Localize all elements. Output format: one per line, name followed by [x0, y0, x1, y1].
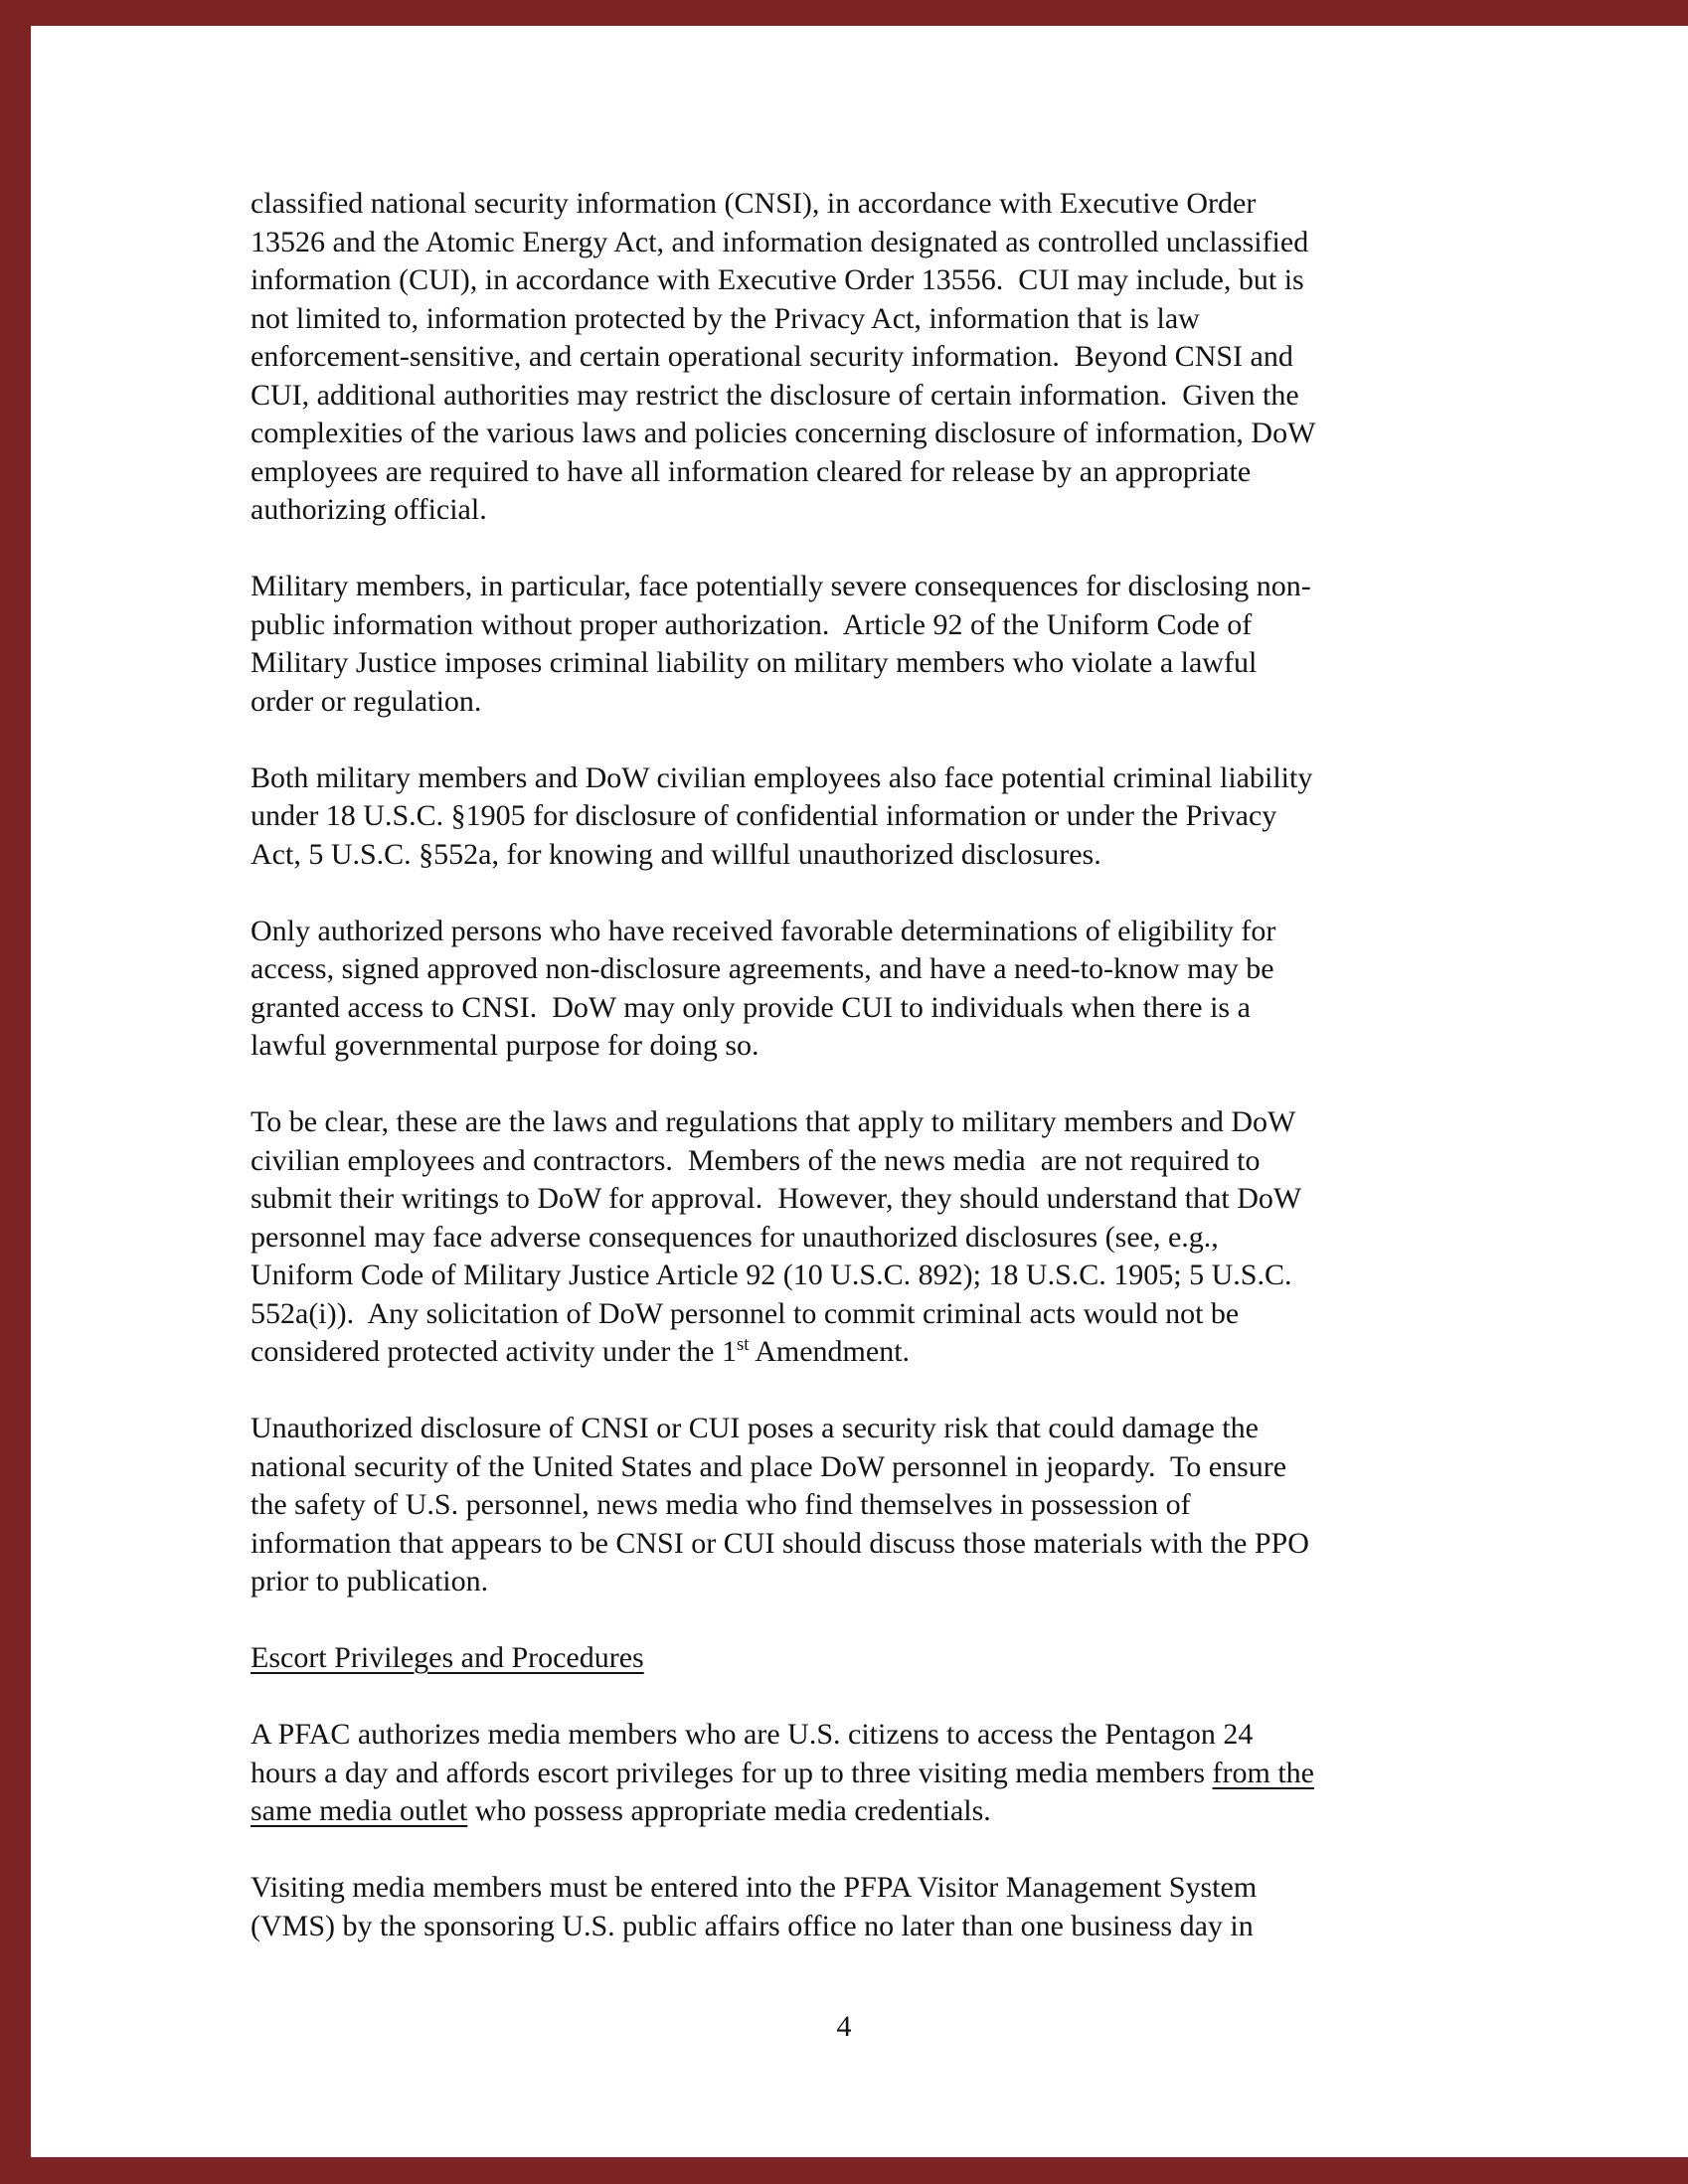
text-line: information that appears to be CNSI or CUI should discuss those materials with the PPO [251, 1526, 1309, 1560]
text-line: Act, 5 U.S.C. §552a, for knowing and willful unauthorized disclosures. [251, 837, 1101, 871]
text-line: enforcement-sensitive, and certain operational security information. Beyond CNSI and [251, 340, 1293, 373]
text-line: Visiting media members must be entered into the PFPA Visitor Management System [251, 1871, 1258, 1904]
paragraph [251, 568, 1478, 721]
scan-edge-top-bar [0, 0, 1688, 26]
text-line: the safety of U.S. personnel, news media who find themselves in possession of [251, 1488, 1191, 1521]
text-line: order or regulation. [251, 684, 482, 718]
document-body [251, 185, 1478, 1945]
text-line: under 18 U.S.C. §1905 for disclosure of confidential information or under the Privacy [251, 799, 1277, 832]
text-line: personnel may face adverse consequences for unauthorized disclosures (see, e.g., [251, 1220, 1219, 1254]
text-line: 13526 and the Atomic Energy Act, and information designated as controlled unclassified [251, 225, 1309, 258]
text-line: national security of the United States and place DoW personnel in jeopardy. To ensure [251, 1449, 1287, 1483]
text-line: information (CUI), in accordance with Executive Order 13556. CUI may include, but is [251, 263, 1304, 296]
text-line: Both military members and DoW civilian employees also face potential criminal liability [251, 760, 1313, 794]
paragraph [251, 913, 1478, 1066]
text-line: Escort Privileges and Procedures [251, 1641, 644, 1674]
text-line: complexities of the various laws and policies concerning disclosure of information, DoW [251, 417, 1316, 449]
scan-edge-bottom-bar [0, 2157, 1688, 2184]
text-line: lawful governmental purpose for doing so. [251, 1029, 760, 1062]
text-line: not limited to, information protected by the Privacy Act, information that is law [251, 301, 1200, 335]
page-number: 4 [836, 2010, 852, 2043]
text-line: A PFAC authorizes media members who are U.S. citizens to access the Pentagon 24 [251, 1718, 1254, 1751]
text-line: classified national security information (CNSI), in accordance with Executive Order [251, 187, 1257, 220]
paragraph [251, 1103, 1478, 1372]
text-line: public information without proper authorization. Article 92 of the Uniform Code of [251, 607, 1253, 641]
paragraph [251, 759, 1478, 875]
paragraph [251, 1869, 1478, 1945]
scan-edge-left-bar [0, 0, 31, 2184]
text-line: 552a(i)). Any solicitation of DoW personnel to commit criminal acts would not be [251, 1296, 1240, 1330]
section-heading [251, 1639, 1478, 1678]
text-line: civilian employees and contractors. Members of the news media are not required to [251, 1143, 1261, 1177]
paragraph [251, 1410, 1478, 1601]
paragraph [251, 185, 1478, 530]
text-line: hours a day and affords escort privileges for up to three visiting media members from the [251, 1756, 1314, 1789]
text-line: same media outlet who possess appropriate media credentials. [251, 1794, 991, 1827]
text-line: Only authorized persons who have received favorable determinations of eligibility for [251, 914, 1276, 947]
text-line: Military members, in particular, face potentially severe consequences for disclosing non- [251, 570, 1311, 602]
text-line: To be clear, these are the laws and regulations that apply to military members and DoW [251, 1105, 1296, 1138]
text-line: employees are required to have all information cleared for release by an appropriate [251, 454, 1252, 488]
text-line: Unauthorized disclosure of CNSI or CUI poses a security risk that could damage the [251, 1412, 1259, 1444]
text-line: access, signed approved non-disclosure agreements, and have a need-to-know may be [251, 952, 1274, 985]
text-line: considered protected activity under the 1st Amendment. [251, 1334, 911, 1368]
text-line: authorizing official. [251, 493, 487, 526]
paragraph [251, 1716, 1478, 1831]
text-line: (VMS) by the sponsoring U.S. public affairs office no later than one business day in [251, 1909, 1254, 1942]
text-line: CUI, additional authorities may restrict the disclosure of certain information. Given the [251, 378, 1299, 412]
text-line: prior to publication. [251, 1565, 489, 1597]
text-line: Uniform Code of Military Justice Article 92 (10 U.S.C. 892); 18 U.S.C. 1905; 5 U.S.C. [251, 1259, 1292, 1291]
text-line: submit their writings to DoW for approval. However, they should understand that DoW [251, 1182, 1302, 1215]
text-line: Military Justice imposes criminal liability on military members who violate a lawful [251, 646, 1258, 679]
text-line: granted access to CNSI. DoW may only provide CUI to individuals when there is a [251, 990, 1251, 1024]
